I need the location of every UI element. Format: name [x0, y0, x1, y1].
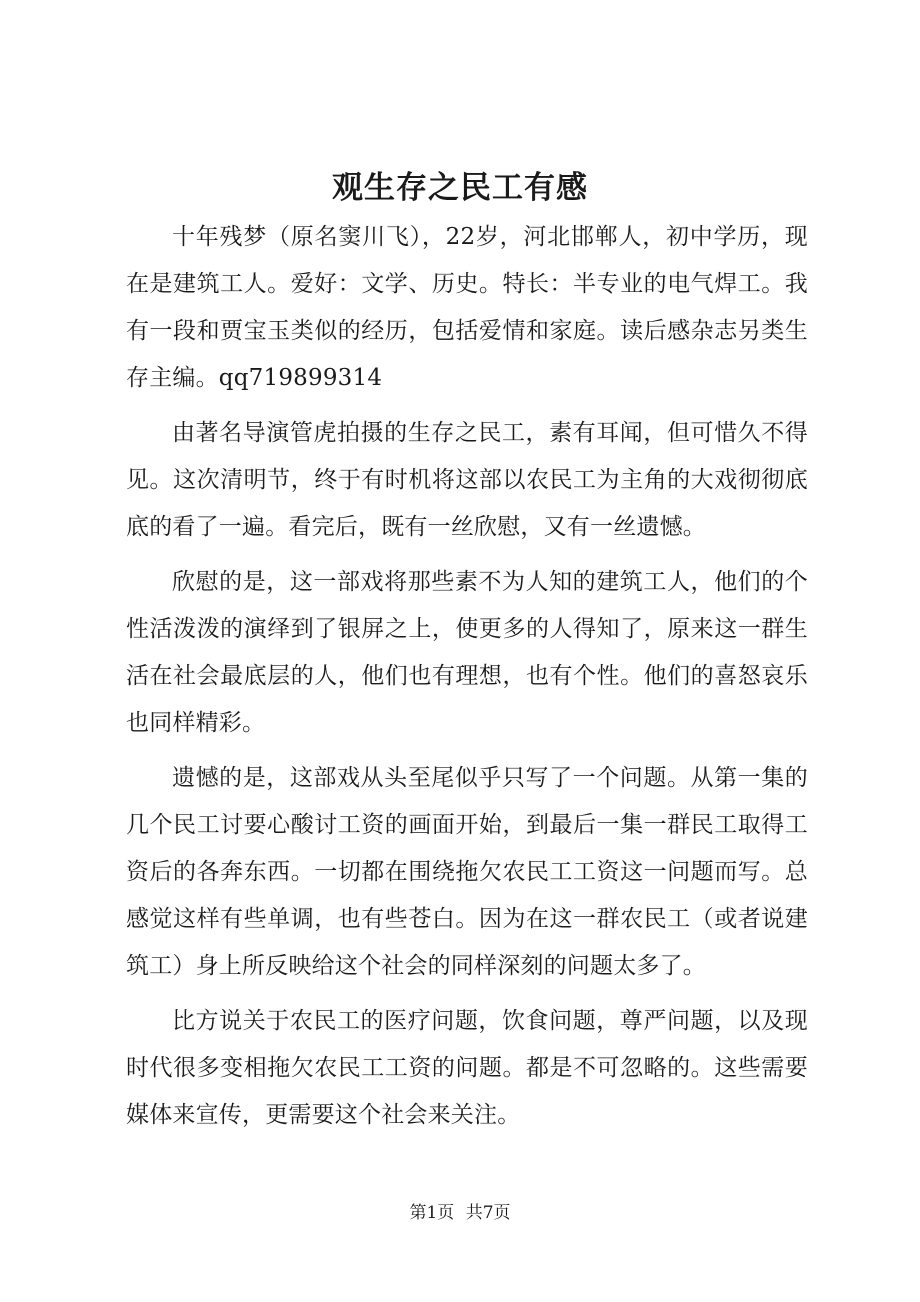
paragraph: 遗憾的是，这部戏从头至尾似乎只写了一个问题。从第一集的几个民工讨要心酸讨工资的画面开始，到最后一集一群民工取得工资后的各奔东西。一切都在围绕拖欠农民工工资这一问题而写。总感觉这样有些单调，也有些苍白。因为在这一群农民工（或者说建筑工）身上所反映给这个社会的同样深刻的问题太多了。: [126, 765, 808, 979]
document-title: 观生存之民工有感: [332, 170, 588, 206]
page-number: 第1页: [409, 1203, 455, 1223]
paragraph: 欣慰的是，这一部戏将那些素不为人知的建筑工人，他们的个性活泼泼的演绎到了银屏之上，使更多的人得知了，原来这一群生活在社会最底层的人，他们也有理想，也有个性。他们的喜怒哀乐也同样精彩。: [126, 569, 808, 736]
paragraph: 比方说关于农民工的医疗问题，饮食问题，尊严问题，以及现时代很多变相拖欠农民工工资的问题。都是不可忽略的。这些需要媒体来宣传，更需要这个社会来关注。: [126, 1008, 808, 1128]
page-total: 共7页: [465, 1203, 511, 1223]
paragraph: 由著名导演管虎拍摄的生存之民工，素有耳闻，但可惜久不得见。这次清明节，终于有时机将这部以农民工为主角的大戏彻彻底底的看了一遍。看完后，既有一丝欣慰，又有一丝遗憾。: [126, 420, 808, 540]
document-body: [126, 214, 808, 1147]
paragraph: 十年残梦（原名窦川飞），22岁，河北邯郸人，初中学历，现在是建筑工人。爱好：文学、历史。特长：半专业的电气焊工。我有一段和贾宝玉类似的经历，包括爱情和家庭。读后感杂志另类生存主编。qq719899314: [126, 224, 808, 391]
page-footer: [0, 1200, 920, 1226]
